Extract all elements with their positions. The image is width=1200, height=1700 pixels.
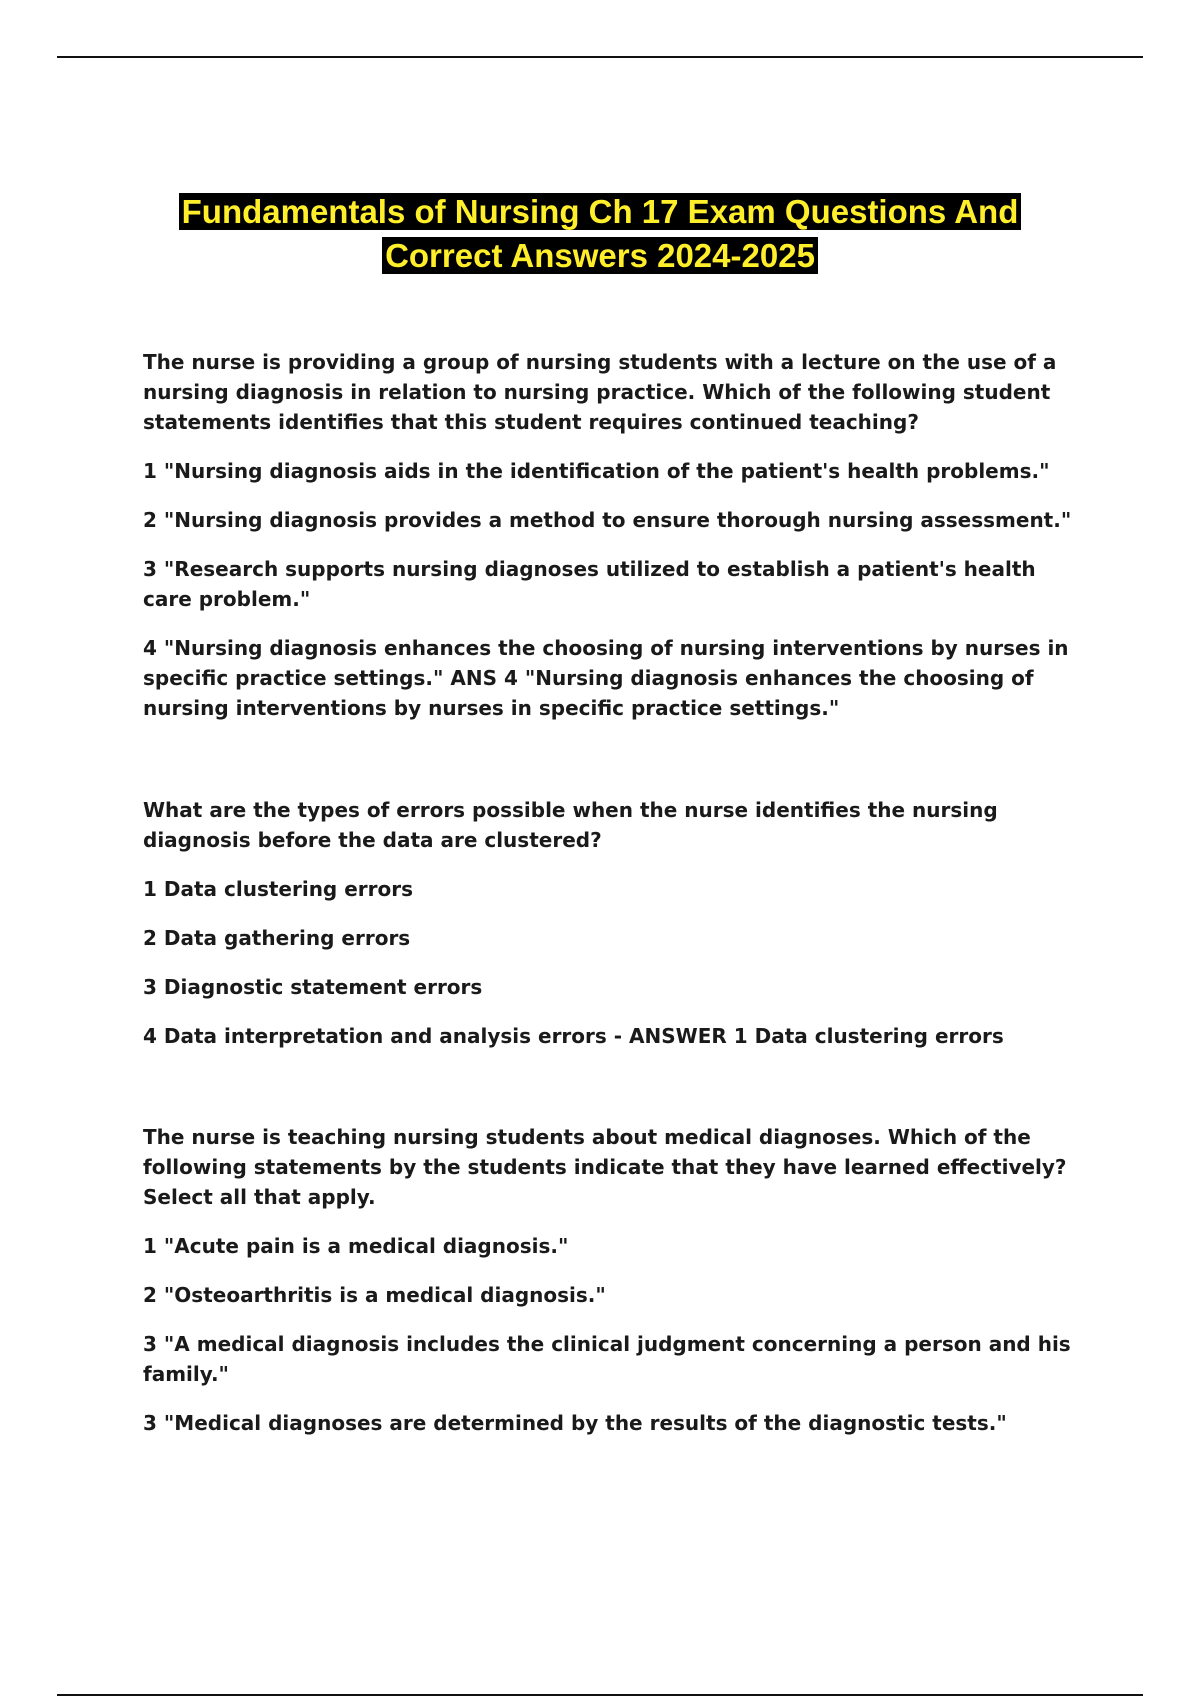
answer-option: 4 Data interpretation and analysis errors - ANSWER 1 Data clustering errors <box>143 1024 1004 1048</box>
answer-option: 3 "A medical diagnosis includes the clinical judgment concerning a person and his family." <box>143 1332 1071 1386</box>
bottom-rule <box>57 1694 1143 1696</box>
question-block-1 <box>143 347 1089 723</box>
question-block-3 <box>143 1122 1089 1438</box>
document-title <box>0 190 1200 278</box>
answer-option: 1 "Nursing diagnosis aids in the identification of the patient's health problems." <box>143 459 1050 483</box>
answer-option: 1 "Acute pain is a medical diagnosis." <box>143 1234 569 1258</box>
answer-option: 3 Diagnostic statement errors <box>143 975 483 999</box>
question-stem: The nurse is providing a group of nursing students with a lecture on the use of a nursing diagnosis in relation to nursing practice. Which of the following student statements identifies that this student requires continued teaching? <box>143 350 1057 434</box>
answer-option: 4 "Nursing diagnosis enhances the choosing of nursing interventions by nurses in specific practice settings." ANS 4 "Nursing diagnosis enhances the choosing of nursing interventions by nurses in specific practice settings." <box>143 636 1069 720</box>
answer-option: 2 "Nursing diagnosis provides a method to ensure thorough nursing assessment." <box>143 508 1072 532</box>
question-stem: The nurse is teaching nursing students about medical diagnoses. Which of the following statements by the students indicate that they have learned effectively? Select all that apply. <box>143 1125 1067 1209</box>
title-line-1: Fundamentals of Nursing Ch 17 Exam Questions And <box>179 193 1022 230</box>
question-block-2 <box>143 795 1089 1051</box>
answer-option: 2 Data gathering errors <box>143 926 411 950</box>
question-stem: What are the types of errors possible when the nurse identifies the nursing diagnosis before the data are clustered? <box>143 798 998 852</box>
answer-option: 2 "Osteoarthritis is a medical diagnosis." <box>143 1283 606 1307</box>
answer-option: 3 "Research supports nursing diagnoses utilized to establish a patient's health care problem." <box>143 557 1036 611</box>
top-rule <box>57 56 1143 58</box>
answer-option: 3 "Medical diagnoses are determined by the results of the diagnostic tests." <box>143 1411 1007 1435</box>
answer-option: 1 Data clustering errors <box>143 877 414 901</box>
title-line-2: Correct Answers 2024-2025 <box>382 237 818 274</box>
